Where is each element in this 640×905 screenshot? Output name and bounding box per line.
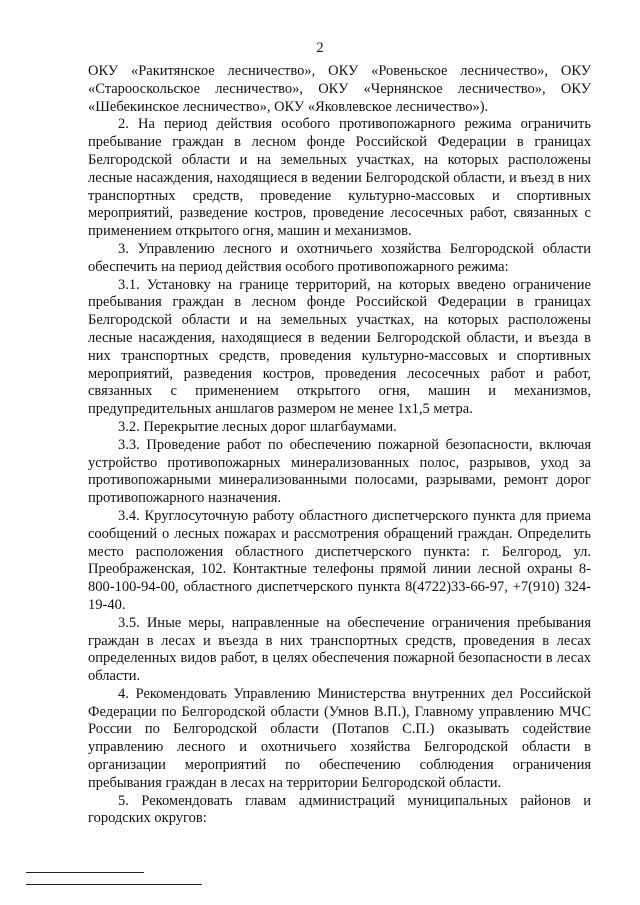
document-body: [88, 63, 591, 828]
paragraph-item-3-4: 3.4. Круглосуточную работу областного диспетчерского пункта для приема сообщений о лесных пожарах и рассмотрения обращений граждан. Определить место расположения областного диспетчерского пункта: г. Белгород, ул. Преображенская, 102. Контактные телефоны прямой линии лесной охраны 8-800-100-94-00, областного диспетчерского пункта 8(4722)33-66-97, +7(910) 324-19-40.: [88, 507, 591, 613]
paragraph-item-3-1: 3.1. Установку на границе территорий, на которых введено ограничение пребывания граждан в лесном фонде Российской Федерации в границах Белгородской области и на земельных участках, на которых расположены лесные насаждения, находящиеся в ведении Белгородской области, и въезда в них транспортных средств, проведения культурно-массовых и спортивных мероприятий, разведения костров, проведения лесосечных работ и работ, связанных с применением открытого огня, машин и механизмов, предупредительных аншлагов размером не менее 1х1,5 метра.: [88, 276, 591, 418]
paragraph-item-3: 3. Управлению лесного и охотничьего хозяйства Белгородской области обеспечить на период действия особого противопожарного режима:: [88, 240, 591, 275]
page-number: 2: [316, 40, 324, 56]
paragraph-item-3-5: 3.5. Иные меры, направленные на обеспечение ограничения пребывания граждан в лесах и въезда в них транспортных средств, проведения в лесах определенных видов работ, в целях обеспечения пожарной безопасности в лесах области.: [88, 614, 591, 685]
paragraph-item-3-3: 3.3. Проведение работ по обеспечению пожарной безопасности, включая устройство противопожарных минерализованных полос, разрывов, уход за противопожарными минерализованными полосами, разрывами, ремонт дорог противопожарного назначения.: [88, 436, 591, 507]
footer-divider: [26, 872, 144, 873]
paragraph-item-3-2: 3.2. Перекрытие лесных дорог шлагбаумами.: [118, 418, 397, 435]
paragraph-item-4: 4. Рекомендовать Управлению Министерства внутренних дел Российской Федерации по Белгородской области (Умнов В.П.), Главному управлению МЧС России по Белгородской области (Потапов С.П.) оказывать содействие управлению лесного и охотничьего хозяйства Белгородской области в организации мероприятий по обеспечению соблюдения ограничения пребывания граждан в лесах на территории Белгородской области.: [88, 685, 591, 791]
paragraph-item-5: 5. Рекомендовать главам администраций муниципальных районов и городских округов:: [88, 792, 591, 827]
paragraph-item-2: 2. На период действия особого противопожарного режима ограничить пребывание граждан в лесном фонде Российской Федерации в границах Белгородской области и на земельных участках, на которых расположены лесные насаждения, находящиеся в ведении Белгородской области, и въезд в них транспортных средств, проведение культурно-массовых и спортивных мероприятий, разведение костров, проведение лесосечных работ, связанных с применением открытого огня, машин и механизмов.: [88, 116, 591, 240]
paragraph-continuation: ОКУ «Ракитянское лесничество», ОКУ «Ровеньское лесничество», ОКУ «Старооскольское лесничество», ОКУ «Чернянское лесничество», ОКУ «Шебекинское лесничество», ОКУ «Яковлевское лесничество»).: [88, 63, 591, 115]
footer-divider-lower: [26, 884, 202, 885]
